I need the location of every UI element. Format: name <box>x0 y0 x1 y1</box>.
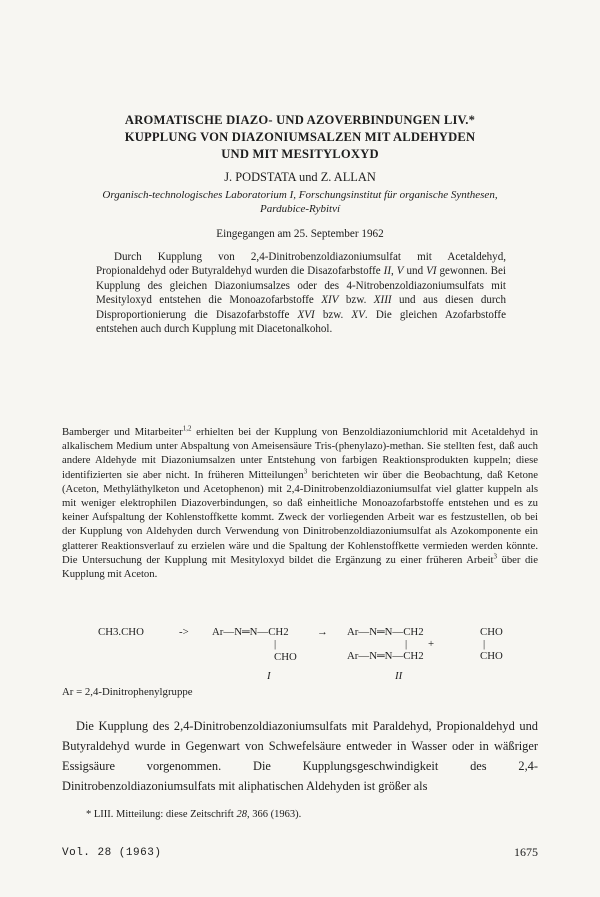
product-1-top: Ar—N═N—CH2 <box>212 626 289 638</box>
product-1-bond: | <box>274 638 277 650</box>
compound-label: XVI <box>297 308 315 321</box>
product-2-bottom: Ar—N═N—CH2 <box>347 650 424 662</box>
authors: J. PODSTATA und Z. ALLAN <box>224 170 376 184</box>
reference-superscript: 3 <box>493 552 498 561</box>
footnote-volume: 28 <box>236 809 247 820</box>
product-1-label: I <box>267 670 271 682</box>
product-3-top: CHO <box>480 626 503 638</box>
product-3-bond: | <box>483 638 486 650</box>
title-line-3: UND MIT MESITYLOXYD <box>221 147 379 161</box>
article-title <box>60 112 540 163</box>
abstract-text: und aus diesen durch Disproportionierung die Disazofarbstoffe <box>96 294 506 321</box>
compound-label: XIV <box>321 294 339 307</box>
compound-label: VI <box>426 265 437 278</box>
received-date: Eingegangen am 25. September 1962 <box>216 228 384 240</box>
abstract-text: . Die gleichen Azofarbstoffe entstehen auch durch Kupplung mit Diacetonalkohol. <box>96 308 506 336</box>
institute <box>40 188 560 216</box>
reaction-arrow: -> <box>179 626 189 638</box>
abstract-text: gewonnen. Bei Kupplung des gleichen Diazoniumsalzes oder des 4-Nitrobenzoldiazoniumsulfats mit Mesityloxyd entstehen die Monoazofarbstoffe <box>96 265 506 307</box>
intro-text: Bamberger und Mitarbeiter <box>62 426 183 438</box>
intro-text: berichteten wir über die Beobachtung, daß Ketone (Aceton, Methyläthylketon und Acetophenon) mit 2,4-Dinitrobenzoldiazoniumsulfat viel glatter kuppeln als mit weniger elektrophilen Diazoverbindungen, so daß einheitliche Monoazofarbstoffe entstehen und es zu keiner Aufspaltung der Kohlenstoffkette kommt. Zweck der vorliegenden Arbeit war es festzustellen, ob bei der Kupplung von Aldehyden durch Verwendung von Dinitrobenzoldiazoniumsulfat als Azokomponente ein glatterer Reaktionsverlauf zu erzielen wäre und die Spaltung der Kohlenstoffkette vermieden werden könnte. Die Untersuchung der Kupplung mit Mesityloxyd bildet die Ergänzung zu einer früheren Arbeit <box>62 468 538 566</box>
reference-superscript: 1,2 <box>182 424 192 433</box>
reference-superscript: 3 <box>303 467 308 476</box>
product-3-bottom: CHO <box>480 650 503 662</box>
product-1-bottom: CHO <box>274 651 297 663</box>
introduction-paragraph <box>62 425 538 581</box>
footnote <box>86 809 301 820</box>
compound-label: XIII <box>373 294 392 307</box>
intro-text: erhielten bei der Kupplung von Benzoldiazoniumchlorid mit Acetaldehyd in alkalischem Medium unter Abspaltung von Ameisensäure Tris-(phenylazo)-methan. Sie stellten fest, daß auch andere Aldehyde mit Diazoniumsalzen unter Entstehung von farbigen Reaktionsprodukten kuppeln; diese identifizierten sie aber nicht. In früheren Mitteilungen <box>62 426 539 481</box>
product-2-top: Ar—N═N—CH2 <box>347 626 424 638</box>
footnote-text: * LIII. Mitteilung: diese Zeitschrift <box>86 809 237 820</box>
abstract-text: und <box>403 265 427 278</box>
abstract-text: , <box>391 265 397 278</box>
journal-volume: Vol. 28 (1963) <box>62 847 162 859</box>
page-number: 1675 <box>514 845 538 859</box>
product-2-label: II <box>395 670 403 682</box>
footnote-text: , 366 (1963). <box>246 809 302 820</box>
compound-label: V <box>396 265 404 278</box>
abstract-text: Durch Kupplung von 2,4-Dinitrobenzoldiazoniumsulfat mit Acetaldehyd, Propionaldehyd oder Butyraldehyd wurden die Disazofarbstoffe <box>96 251 506 278</box>
intro-text: über die Kupplung mit Aceton. <box>62 553 539 581</box>
abstract <box>96 250 506 336</box>
compound-label: XV <box>351 308 365 321</box>
product-2-bond: | <box>405 638 408 650</box>
title-line-1: AROMATISCHE DIAZO- UND AZOVERBINDUNGEN LIV.* <box>124 113 476 127</box>
title-line-2: KUPPLUNG VON DIAZONIUMSALZEN MIT ALDEHYDEN <box>124 130 476 144</box>
abstract-text: bzw. <box>314 308 352 321</box>
reaction-arrow: → <box>317 626 328 638</box>
ar-definition: Ar = 2,4-Dinitrophenylgruppe <box>62 686 193 698</box>
compound-label: II <box>383 265 392 278</box>
reactant-acetaldehyde: CH3.CHO <box>98 626 144 638</box>
institute-line-1: Organisch-technologisches Laboratorium I, Forschungsinstitut für organische Synthesen, <box>102 189 498 201</box>
institute-line-2: Pardubice-Rybitví <box>259 203 341 215</box>
plus-sign: + <box>428 638 435 650</box>
abstract-text: bzw. <box>338 294 374 307</box>
body-paragraph: Die Kupplung des 2,4-Dinitrobenzoldiazoniumsulfats mit Paraldehyd, Propionaldehyd und Butyraldehyd wurde in Gegenwart von Schwefelsäure entweder in Wasser oder in wäßriger Essigsäure vorgenommen. Die Kupplungsgeschwindigkeit des 2,4-Dinitrobenzoldiazoniumsulfats mit aliphatischen Aldehyden ist größer als <box>62 719 538 793</box>
